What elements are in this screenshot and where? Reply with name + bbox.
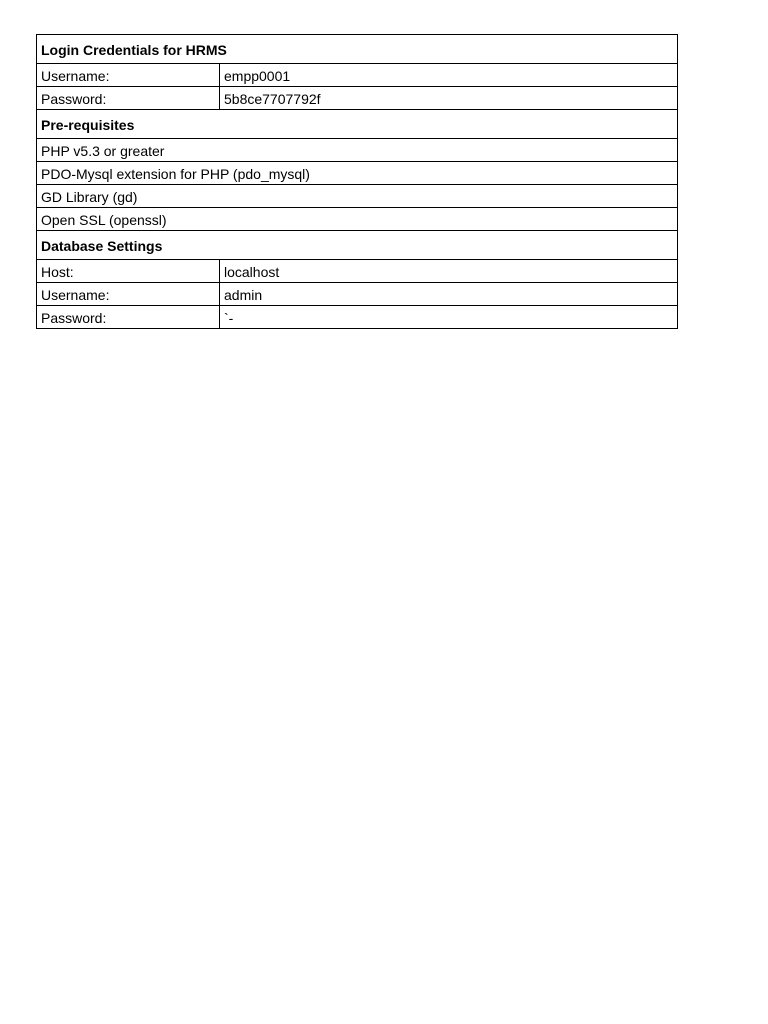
row-label: Host: bbox=[37, 260, 220, 283]
section-heading: Pre-requisites bbox=[37, 110, 678, 139]
table-row bbox=[37, 139, 678, 162]
section-header-database-settings bbox=[37, 231, 678, 260]
row-value: admin bbox=[220, 283, 678, 306]
section-heading: Login Credentials for HRMS bbox=[37, 35, 678, 64]
row-label: Password: bbox=[37, 87, 220, 110]
table-row bbox=[37, 185, 678, 208]
table-row bbox=[37, 162, 678, 185]
row-value: 5b8ce7707792f bbox=[220, 87, 678, 110]
table-row bbox=[37, 306, 678, 329]
section-heading: Database Settings bbox=[37, 231, 678, 260]
prerequisite-item: PDO-Mysql extension for PHP (pdo_mysql) bbox=[37, 162, 678, 185]
table-row bbox=[37, 260, 678, 283]
prerequisite-item: Open SSL (openssl) bbox=[37, 208, 678, 231]
row-value: empp0001 bbox=[220, 64, 678, 87]
credentials-table bbox=[36, 34, 678, 329]
section-header-pre-requisites bbox=[37, 110, 678, 139]
table-row bbox=[37, 208, 678, 231]
row-label: Username: bbox=[37, 64, 220, 87]
prerequisite-item: PHP v5.3 or greater bbox=[37, 139, 678, 162]
row-label: Password: bbox=[37, 306, 220, 329]
table-row bbox=[37, 87, 678, 110]
prerequisite-item: GD Library (gd) bbox=[37, 185, 678, 208]
row-label: Username: bbox=[37, 283, 220, 306]
table-row bbox=[37, 283, 678, 306]
table-row bbox=[37, 64, 678, 87]
row-value: `- bbox=[220, 306, 678, 329]
section-header-login-credentials bbox=[37, 35, 678, 64]
row-value: localhost bbox=[220, 260, 678, 283]
